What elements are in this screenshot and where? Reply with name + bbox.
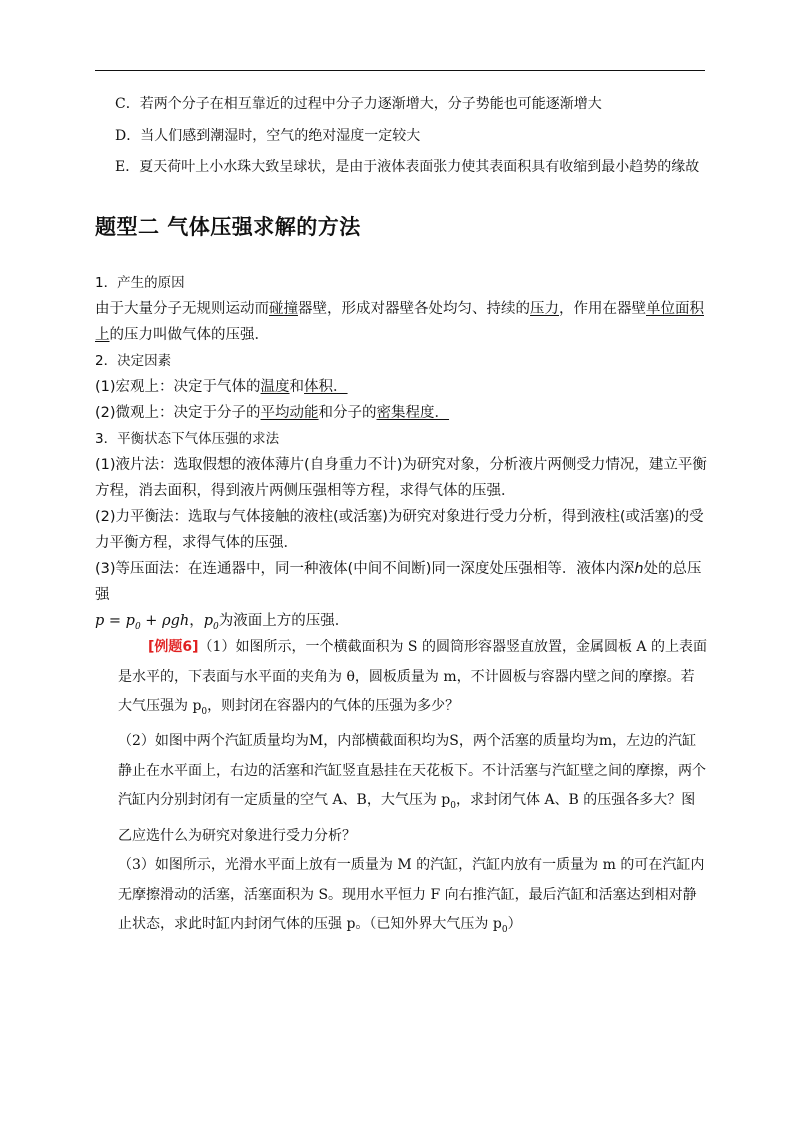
subsection-1-text: 由于大量分子无规则运动而碰撞器壁，形成对器壁各处均匀、持续的压力，作用在器壁单位面积上的压力叫做气体的压强． xyxy=(95,301,704,343)
example-6 xyxy=(118,633,708,945)
method-isobaric-surface: (3)等压面法：在连通器中，同一种液体(中间不间断)同一深度处压强相等．液体内深h处的总压强 xyxy=(95,561,702,603)
pressure-formula: $p = p_0 + \rho gh$，$p_0$为液面上方的压强． xyxy=(95,613,350,632)
subsection-2-macro: (1)宏观上：决定于气体的温度和体积． xyxy=(95,379,348,395)
example-tag: [例题6] xyxy=(148,639,199,655)
subsection-2-micro: (2)微观上：决定于分子的平均动能和分子的密集程度． xyxy=(95,405,450,421)
subsection-2-title: 2．决定因素 xyxy=(95,353,172,369)
option-d: D．当人们感到潮湿时，空气的绝对湿度一定较大 xyxy=(115,128,421,144)
subsection-3-title: 3．平衡状态下气体压强的求法 xyxy=(95,431,280,447)
subsection-1-title: 1．产生的原因 xyxy=(95,275,185,291)
example-question-1: [例题6]（1）如图所示，一个横截面积为 S 的圆筒形容器竖直放置，金属圆板 A 的上表面是水平的，下表面与水平面的夹角为 θ，圆板质量为 m，不计圆板与容器内壁之间的摩擦。若大气压强为 $p_0$，则封闭在容器内的气体的压强为多少？ xyxy=(118,639,707,717)
header-rule xyxy=(95,70,705,71)
example-question-3: （3）如图所示，光滑水平面上放有一质量为 M 的汽缸，汽缸内放有一质量为 m 的可在汽缸内无摩擦滑动的活塞，活塞面积为 S。现用水平恒力 F 向右推汽缸，最后汽缸和活塞达到相对静止状态，求此时缸内封闭气体的压强 p。（已知外界大气压为 $p_0$） xyxy=(118,857,705,935)
method-liquid-film: (1)液片法：选取假想的液体薄片(自身重力不计)为研究对象，分析液片两侧受力情况，建立平衡方程，消去面积，得到液片两侧压强相等方程，求得气体的压强． xyxy=(95,457,707,499)
section-title: 题型二 气体压强求解的方法 xyxy=(95,215,361,239)
example-question-2: （2）如图中两个汽缸质量均为M，内部横截面积均为S，两个活塞的质量均为m，左边的汽缸静止在水平面上，右边的活塞和汽缸竖直悬挂在天花板下。不计活塞与汽缸壁之间的摩擦，两个汽缸内分别封闭有一定质量的空气 A、B，大气压为 $p_0$，求封闭气体 A、B 的压强各多大？图乙应选什么为研究对象进行受力分析？ xyxy=(118,733,706,844)
option-e: E．夏天荷叶上小水珠大致呈球状，是由于液体表面张力使其表面积具有收缩到最小趋势的缘故 xyxy=(115,159,700,175)
option-c: C．若两个分子在相互靠近的过程中分子力逐渐增大，分子势能也可能逐渐增大 xyxy=(115,96,602,112)
section-body xyxy=(95,270,707,640)
method-force-balance: (2)力平衡法：选取与气体接触的液柱(或活塞)为研究对象进行受力分析，得到液柱(或活塞)的受力平衡方程，求得气体的压强． xyxy=(95,509,704,551)
